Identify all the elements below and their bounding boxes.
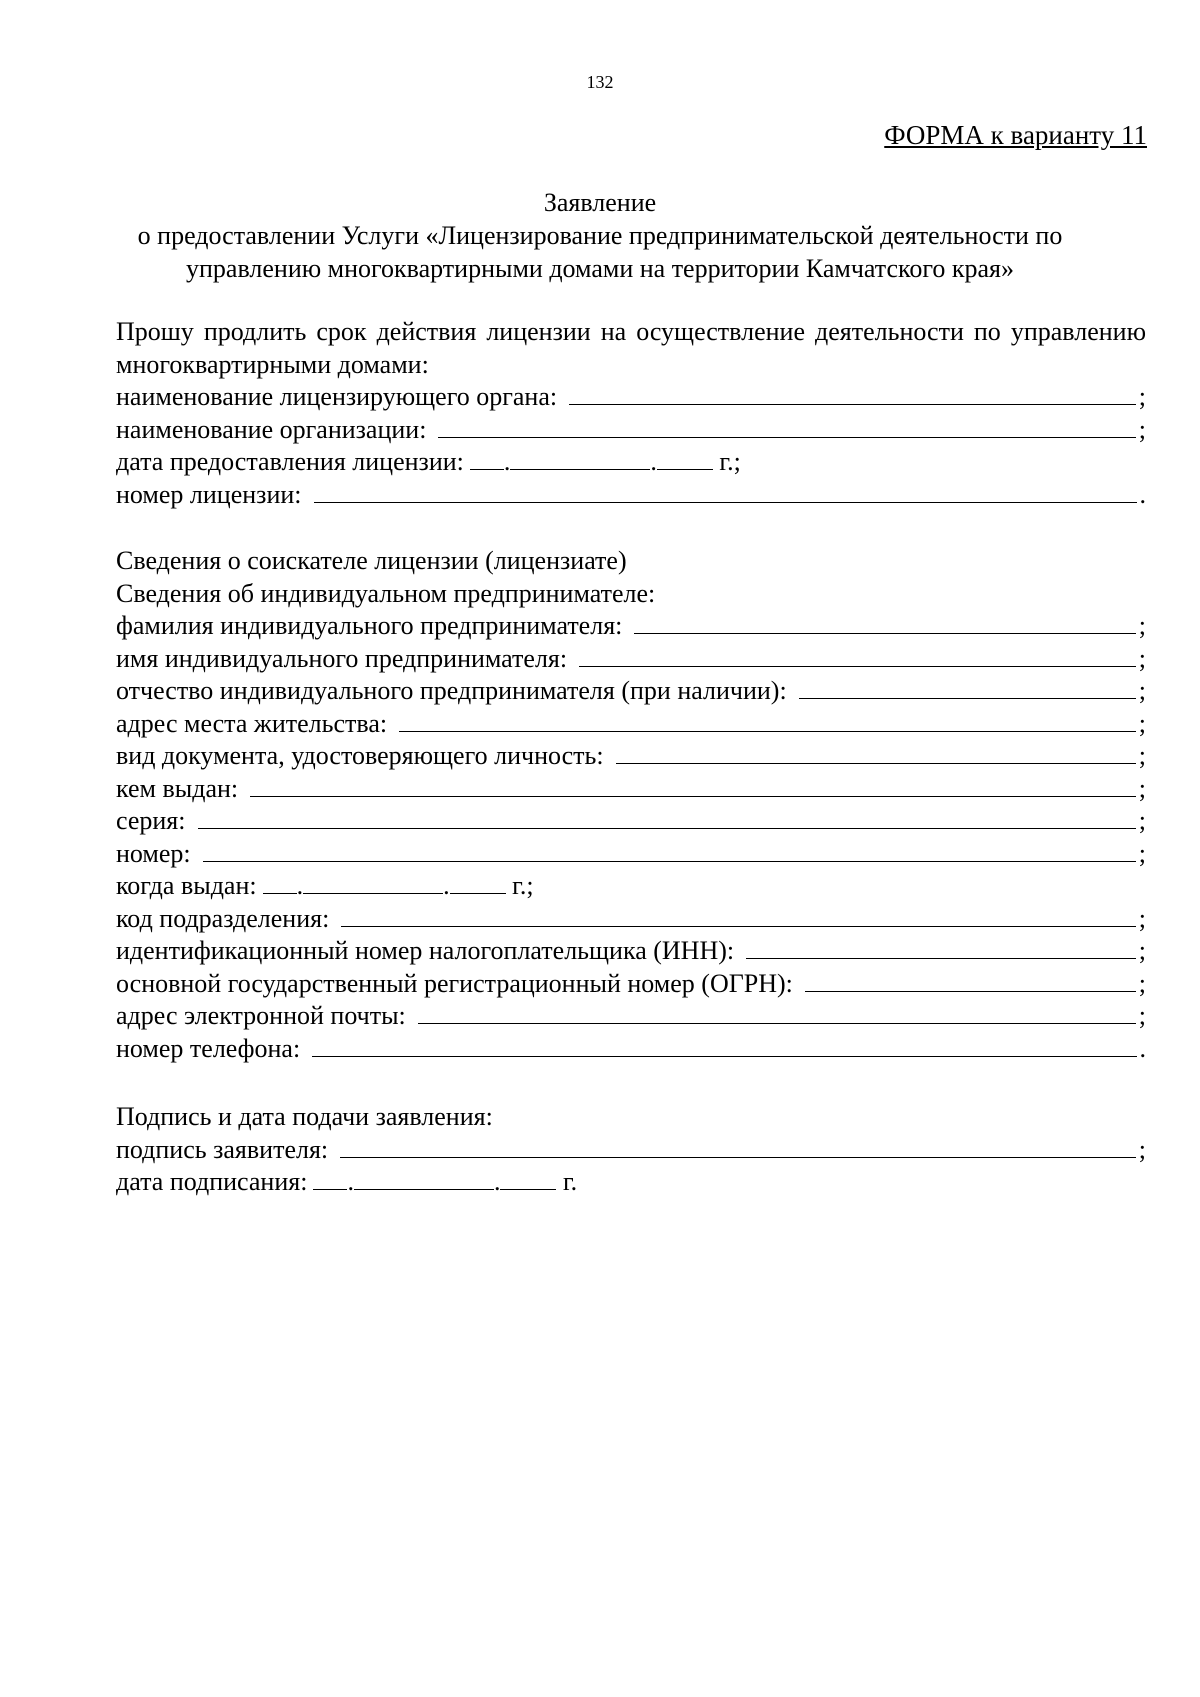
series-field[interactable] [198,806,1136,829]
date-separator: . [493,1167,501,1196]
id-document-type-field[interactable] [616,741,1136,764]
form-label: ФОРМА к варианту 11 [884,120,1147,150]
field-label: когда выдан: [116,871,257,900]
document-number-field[interactable] [203,839,1136,862]
ogrn-field[interactable] [805,969,1136,992]
signing-date-month-field[interactable] [354,1167,494,1190]
issue-date-day-field[interactable] [263,871,297,894]
field-label: отчество индивидуального предпринимателя (при наличии): [116,676,787,705]
license-number-field[interactable] [314,480,1137,503]
field-label: номер телефона: [116,1033,301,1063]
entrepreneur-subtitle: Сведения об индивидуальном предпринимателе: [116,578,656,608]
field-end-punct: ; [1138,1134,1146,1164]
field-row-issued-by [116,773,1146,806]
field-end-punct: . [1139,479,1146,509]
date-separator: . [503,447,511,476]
field-end-punct: ; [1138,708,1146,738]
field-label: фамилия индивидуального предпринимателя: [116,611,623,640]
field-label: код подразделения: [116,903,330,933]
signing-date-day-field[interactable] [313,1167,347,1190]
field-end-punct: ; [1138,806,1146,835]
field-row-licensing-authority [116,381,1146,414]
page-number: 132 [586,72,614,92]
signing-date-row [116,1166,1146,1199]
field-label: имя индивидуального предпринимателя: [116,643,568,673]
field-row-signature [116,1134,1146,1167]
applicant-signature-field[interactable] [340,1135,1136,1158]
field-end-punct: ; [1138,611,1146,640]
residence-address-field[interactable] [399,709,1136,732]
field-end-punct: ; [1138,676,1146,705]
field-row-residence-address [116,708,1146,741]
field-label: номер лицензии: [116,479,302,509]
field-label: дата предоставления лицензии: [116,447,464,476]
date-separator: . [650,447,657,476]
field-label: наименование лицензирующего органа: [116,382,558,411]
license-date-year-field[interactable] [657,447,713,470]
email-field[interactable] [418,1001,1136,1024]
field-label: основной государственный регистрационный номер (ОГРН): [116,968,793,998]
patronymic-field[interactable] [799,676,1136,699]
field-label: идентификационный номер налогоплательщика (ИНН): [116,936,735,965]
field-end-punct: ; [1138,773,1146,803]
licensing-authority-field[interactable] [569,382,1136,405]
organization-name-field[interactable] [438,415,1135,438]
field-row-patronymic [116,675,1146,708]
date-suffix: г. [562,1167,578,1196]
request-intro: Прошу продлить срок действия лицензии на осуществление деятельности по управлению многоквартирными домами: [116,317,1146,379]
signature-section-title: Подпись и дата подачи заявления: [116,1102,493,1131]
heading-line-3: управлению многоквартирными домами на территории Камчатского края» [186,254,1014,283]
field-end-punct: ; [1138,903,1146,933]
field-end-punct: ; [1138,968,1146,998]
issued-by-field[interactable] [250,774,1136,797]
signing-date-year-field[interactable] [500,1167,556,1190]
applicant-section [116,545,1146,1065]
field-label: вид документа, удостоверяющего личность: [116,741,604,770]
field-row-document-number [116,838,1146,871]
field-row-email [116,1000,1146,1033]
inn-field[interactable] [746,936,1136,959]
date-suffix: г.; [719,447,741,476]
field-label: дата подписания: [116,1167,308,1196]
field-row-surname [116,610,1146,643]
field-row-license-number [116,479,1146,512]
field-end-punct: ; [1138,414,1146,444]
date-suffix: г.; [512,871,534,900]
field-row-first-name [116,643,1146,676]
first-name-field[interactable] [579,644,1136,667]
field-end-punct: ; [1138,382,1146,411]
field-row-ogrn [116,968,1146,1001]
field-label: кем выдан: [116,773,239,803]
license-request-section [116,316,1146,511]
heading-title: Заявление [543,188,657,217]
heading-line-2: о предоставлении Услуги «Лицензирование предпринимательской деятельности по [137,221,1063,250]
date-separator: . [443,871,450,900]
field-row-division-code [116,903,1146,936]
field-label: номер: [116,838,191,868]
signature-section [116,1101,1146,1199]
field-label: адрес электронной почты: [116,1001,406,1030]
phone-field[interactable] [312,1034,1136,1057]
field-end-punct: ; [1138,838,1146,868]
license-date-month-field[interactable] [510,447,650,470]
field-label: серия: [116,806,186,835]
field-end-punct: ; [1138,936,1146,965]
applicant-section-title: Сведения о соискателе лицензии (лицензиате) [116,546,627,575]
field-row-id-document-type [116,740,1146,773]
field-label: наименование организации: [116,414,427,444]
field-row-inn [116,935,1146,968]
field-row-series [116,805,1146,838]
field-label: адрес места жительства: [116,708,388,738]
field-end-punct: ; [1138,1001,1146,1030]
license-date-row [116,446,1146,479]
issue-date-row [116,870,1146,903]
field-row-organization-name [116,414,1146,447]
field-end-punct: ; [1138,643,1146,673]
field-label: подпись заявителя: [116,1134,329,1164]
division-code-field[interactable] [341,904,1135,927]
field-end-punct: . [1139,1033,1146,1063]
field-end-punct: ; [1138,741,1146,770]
field-row-phone [116,1033,1146,1066]
document-heading [120,186,1080,285]
date-separator: . [296,871,304,900]
date-separator: . [347,1167,354,1196]
license-date-day-field[interactable] [470,447,504,470]
surname-field[interactable] [634,611,1135,634]
issue-date-year-field[interactable] [450,871,506,894]
issue-date-month-field[interactable] [303,871,443,894]
